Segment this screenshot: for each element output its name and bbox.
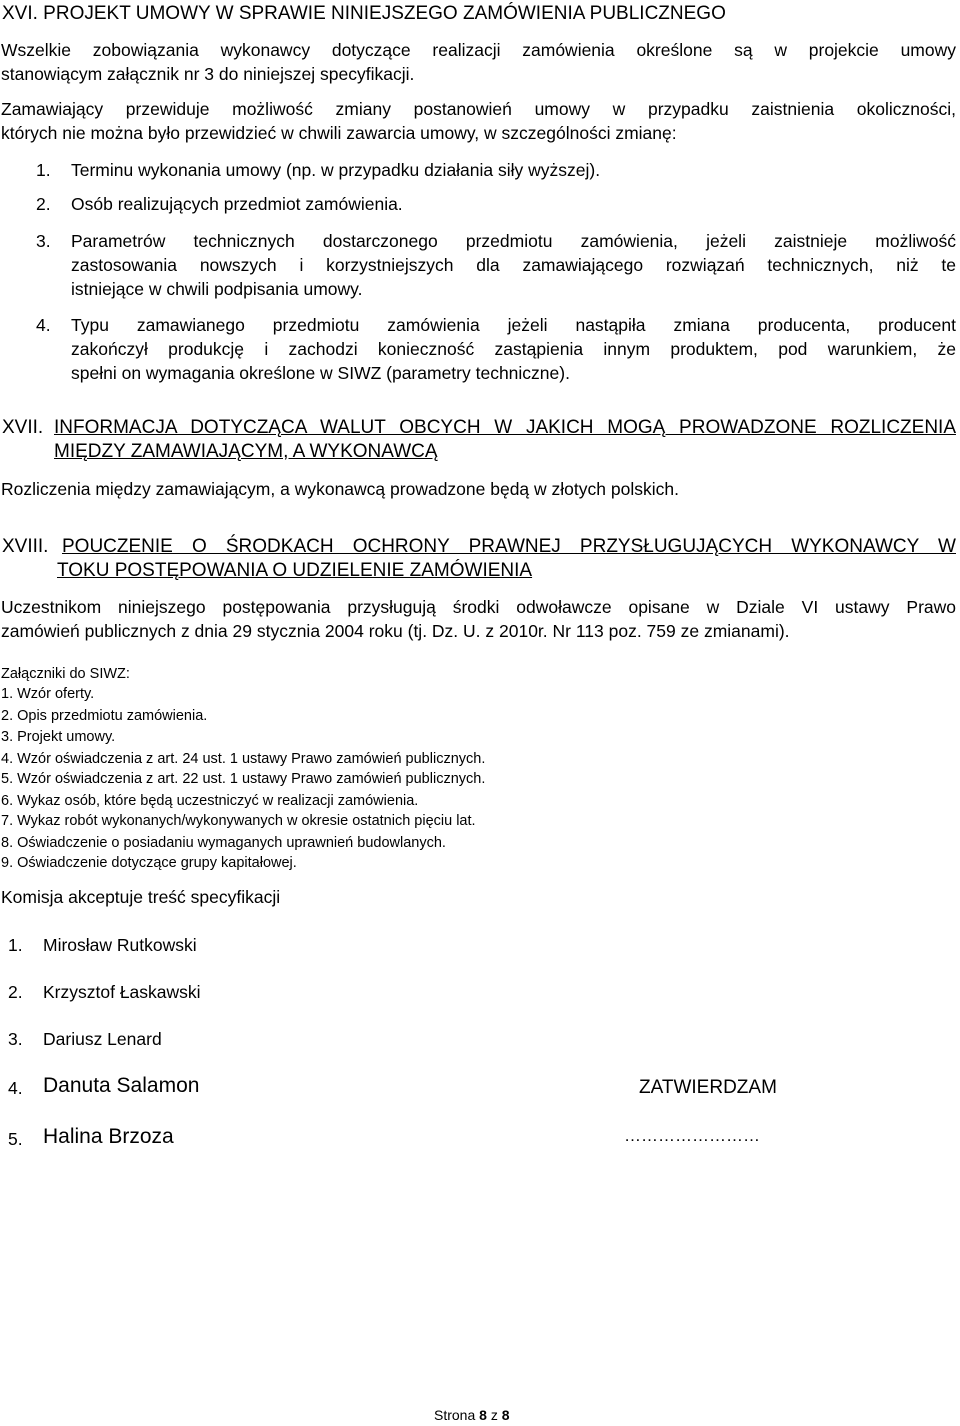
section-16-para1-line1: Wszelkie zobowiązania wykonawcy dotyczące realizacji zamówienia określone są w projekcie umowy [1,40,956,60]
section-16-heading: XVI. PROJEKT UMOWY W SPRAWIE NINIEJSZEGO ZAMÓWIENIA PUBLICZNEGO [2,3,726,24]
footer-of: z [490,1407,498,1423]
section-18-text-line2: zamówień publicznych z dnia 29 stycznia 2004 roku (tj. Dz. U. z 2010r. Nr 113 poz. 759 ze zmianami). [1,621,790,641]
commission-member-name: Halina Brzoza [43,1125,174,1148]
section-16-para2-line2: których nie można było przewidzieć w chwili zawarcia umowy, w szczególności zmianę: [1,123,677,143]
section-18-heading-line1: POUCZENIE O ŚRODKACH OCHRONY PRAWNEJ PRZYSŁUGUJĄCYCH WYKONAWCY W [62,536,956,557]
signature-line: …………………… [624,1126,760,1145]
list-item-text: Typu zamawianego przedmiotu zamówienia jeżeli nastąpiła zmiana producenta, producent [71,315,956,335]
list-item-text: Osób realizujących przedmiot zamówienia. [71,194,403,214]
attachment-item: 1. Wzór oferty. [1,686,95,702]
attachments-title: Załączniki do SIWZ: [1,666,130,682]
attachment-item: 8. Oświadczenie o posiadaniu wymaganych uprawnień budowlanych. [1,835,446,851]
section-16-para2-line1: Zamawiający przewiduje możliwość zmiany postanowień umowy w przypadku zaistnienia okoliczności, [1,99,956,119]
list-item-num: 2. [36,194,51,214]
commission-member-num: 2. [8,982,23,1002]
list-item-text: Terminu wykonania umowy (np. w przypadku działania siły wyższej). [71,160,601,180]
commission-member-name: Danuta Salamon [43,1074,200,1097]
commission-title: Komisja akceptuje treść specyfikacji [1,887,281,907]
section-17-heading-line1: INFORMACJA DOTYCZĄCA WALUT OBCYCH W JAKICH MOGĄ PROWADZONE ROZLICZENIA [54,417,956,438]
attachment-item: 6. Wykaz osób, które będą uczestniczyć w realizacji zamówienia. [1,793,419,809]
list-item-text: istniejące w chwili podpisania umowy. [71,279,363,299]
attachment-item: 2. Opis przedmiotu zamówienia. [1,708,208,724]
list-item-num: 1. [36,160,51,180]
list-item-num: 3. [36,231,51,251]
section-18-text-line1: Uczestnikom niniejszego postępowania przysługują środki odwoławcze opisane w Dziale VI ustawy Prawo [1,597,956,617]
commission-member-name: Mirosław Rutkowski [43,935,197,955]
list-item-text: Parametrów technicznych dostarczonego przedmiotu zamówienia, jeżeli zaistnieje możliwość [71,231,956,251]
section-16-para1-line2: stanowiącym załącznik nr 3 do niniejszej specyfikacji. [1,64,415,84]
commission-member-num: 3. [8,1029,23,1049]
page-footer [434,1407,510,1423]
commission-member-name: Krzysztof Łaskawski [43,982,201,1002]
list-item-num: 4. [36,315,51,335]
section-18-number: XVIII. [2,536,49,557]
commission-member-num: 5. [8,1129,23,1149]
list-item-text: zakończył produkcję i zachodzi konieczność zastąpienia innym produktem, pod warunkiem, że [71,339,956,359]
list-item-text: spełni on wymagania określone w SIWZ (parametry techniczne). [71,363,570,383]
commission-member-num: 4. [8,1078,23,1098]
footer-page-number: 8 [479,1407,487,1423]
section-18-heading-line2: TOKU POSTĘPOWANIA O UDZIELENIE ZAMÓWIENIA [57,560,533,581]
attachment-item: 7. Wykaz robót wykonanych/wykonywanych w okresie ostatnich pięciu lat. [1,813,476,829]
section-17-number: XVII. [2,417,44,438]
attachment-item: 9. Oświadczenie dotyczące grupy kapitałowej. [1,855,297,871]
footer-prefix: Strona [434,1407,476,1423]
attachment-item: 5. Wzór oświadczenia z art. 22 ust. 1 ustawy Prawo zamówień publicznych. [1,771,486,787]
list-item-text: zastosowania nowszych i korzystniejszych dla zamawiającego rozwiązań technicznych, niż te [71,255,956,275]
commission-member-num: 1. [8,935,23,955]
attachment-item: 4. Wzór oświadczenia z art. 24 ust. 1 ustawy Prawo zamówień publicznych. [1,751,486,767]
section-17-text: Rozliczenia między zamawiającym, a wykonawcą prowadzone będą w złotych polskich. [1,479,679,499]
attachment-item: 3. Projekt umowy. [1,729,116,745]
commission-member-name: Dariusz Lenard [43,1029,162,1049]
footer-total-pages: 8 [501,1407,510,1423]
approval-label: ZATWIERDZAM [639,1077,777,1098]
section-17-heading-line2: MIĘDZY ZAMAWIAJĄCYM, A WYKONAWCĄ [54,441,438,462]
